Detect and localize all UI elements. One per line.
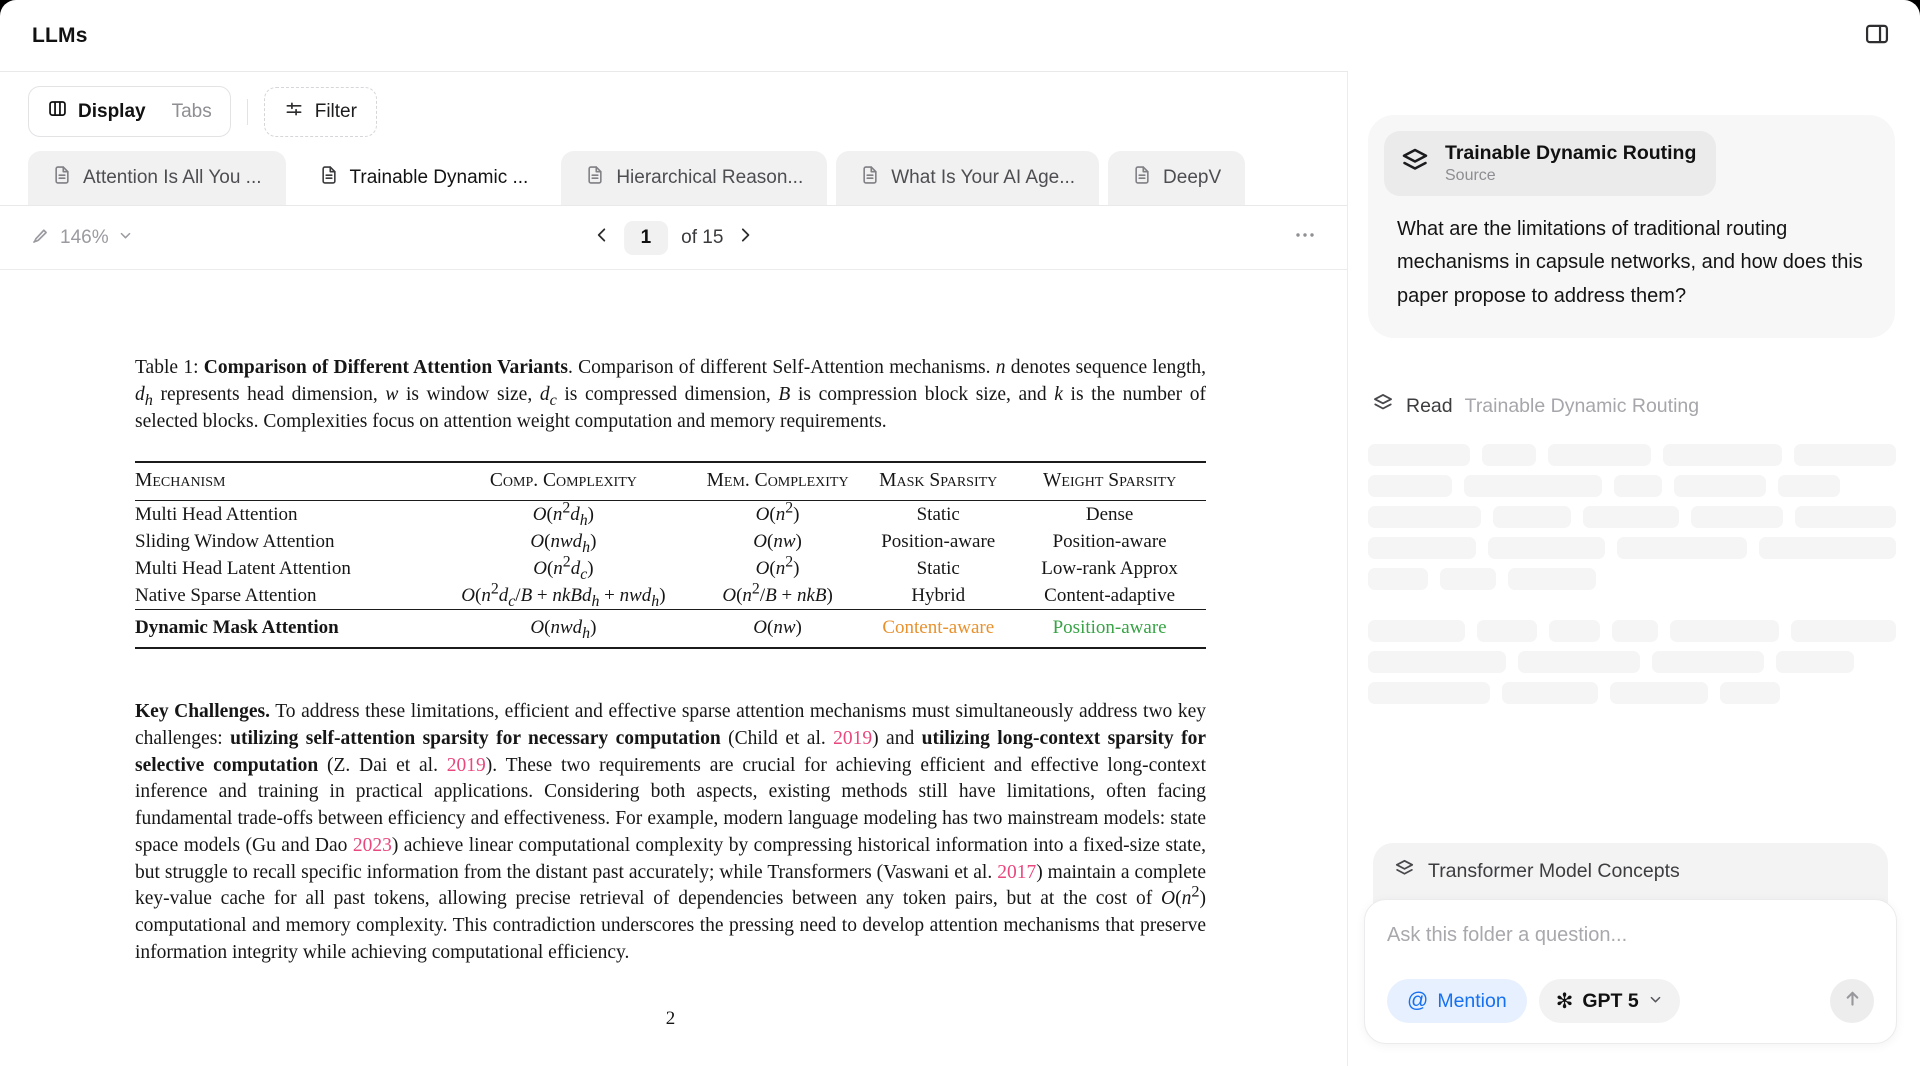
view-mode-display[interactable] xyxy=(35,96,158,127)
cell-comp: $O(n^2d_c/B$ + nkBd$_h$ + nwd$_h$) xyxy=(461,580,666,610)
view-mode-tabs[interactable] xyxy=(160,99,224,125)
skeleton-chip xyxy=(1440,568,1496,590)
cell-comp: $O(n^2d_c)$ xyxy=(533,553,594,583)
page-number: 2 xyxy=(665,1008,676,1030)
send-button[interactable] xyxy=(1830,979,1874,1023)
table-row xyxy=(135,555,1206,582)
page-navigation xyxy=(593,221,755,255)
tab-label: DeepV xyxy=(1163,167,1222,188)
cell-weight: Low-rank Approx xyxy=(1041,557,1178,579)
skeleton-row xyxy=(1368,651,1896,673)
skeleton-chip xyxy=(1368,651,1506,673)
cell-weight: Content-adaptive xyxy=(1044,584,1176,606)
cell-mask: Static xyxy=(916,557,960,579)
col-mem-complexity: Mem. Complexity xyxy=(692,462,863,501)
skeleton-row xyxy=(1368,620,1896,642)
layers-icon xyxy=(1394,858,1415,885)
skeleton-chip xyxy=(1670,620,1779,642)
read-action-label: Read xyxy=(1406,394,1453,417)
skeleton-chip xyxy=(1652,651,1764,673)
composer xyxy=(1364,843,1897,1044)
source-title: Trainable Dynamic Routing xyxy=(1445,142,1697,164)
skeleton-chip xyxy=(1663,444,1782,466)
user-question-text: What are the limitations of traditional routing mechanisms in capsule networks, and how does this paper propose to address them? xyxy=(1397,218,1863,307)
skeleton-chip xyxy=(1610,682,1708,704)
skeleton-chip xyxy=(1488,537,1606,559)
page-total-label: of 15 xyxy=(681,226,724,248)
document-icon xyxy=(1132,165,1152,191)
table-row xyxy=(135,582,1206,610)
skeleton-chip xyxy=(1583,506,1679,528)
cell-weight: Dense xyxy=(1085,503,1134,525)
table-row xyxy=(135,501,1206,529)
skeleton-chip xyxy=(1674,475,1766,497)
current-page-input[interactable]: 1 xyxy=(624,221,669,255)
skeleton-chip xyxy=(1794,444,1896,466)
question-input[interactable]: Ask this folder a question... xyxy=(1387,924,1628,946)
skeleton-chip xyxy=(1368,620,1465,642)
document-icon xyxy=(52,165,72,191)
cell-mechanism: Multi Head Latent Attention xyxy=(135,557,351,579)
loading-skeleton-group xyxy=(1368,620,1896,704)
folder-title: LLMs xyxy=(32,24,88,47)
cell-mechanism: Dynamic Mask Attention xyxy=(135,610,435,649)
viewer-controls xyxy=(0,206,1347,270)
skeleton-chip xyxy=(1368,475,1452,497)
tabs-label: Tabs xyxy=(171,100,212,122)
filter-label: Filter xyxy=(314,100,357,122)
key-challenges-paragraph: Key Challenges. To address these limitations, efficient and effective sparse attention mechanisms must simultaneously address two key challenges: utilizing self-attention sparsity for necessary computation (Child et al. 2019) and utilizing long-context sparsity for selective computation (Z. Dai et al. 2019). These two requirements are crucial for achieving efficient and effective long-context inference and training in practical applications. Considering both aspects, existing methods still have limitations, often facing fundamental trade-offs between efficiency and effectiveness. For example, modern language modeling has two mainstream models: state space models (Gu and Dao 2023) achieve linear computational complexity by compressing historical information into a fixed-size state, but struggle to recall specific information from the distant past accurately; while Transformers (Vaswani et al. 2017) maintain a complete key-value cache for all past tokens, allowing precise retrieval of dependencies between any token pairs, but at the cost of $O(n^2)$ computational and memory complexity. This contradiction underscores the pressing need to develop attention mechanisms that preserve information integrity while achieving computational efficiency. xyxy=(135,701,1206,963)
tab-trainable-dynamic-routing[interactable] xyxy=(295,151,553,205)
cell-mask: Static xyxy=(916,503,960,525)
next-page-button[interactable] xyxy=(736,226,754,249)
skeleton-row xyxy=(1368,444,1896,466)
cell-mechanism: Multi Head Attention xyxy=(135,503,298,525)
mention-label: Mention xyxy=(1437,989,1507,1012)
skeleton-chip xyxy=(1795,506,1896,528)
skeleton-chip xyxy=(1778,475,1840,497)
zoom-level: 146% xyxy=(60,226,109,248)
tab-label: What Is Your AI Age... xyxy=(891,167,1076,188)
ellipsis-icon xyxy=(1293,234,1317,251)
cell-comp: $O(n^2d_h)$ xyxy=(532,499,594,529)
table-row-highlighted xyxy=(135,610,1206,649)
folder-context-label: Transformer Model Concepts xyxy=(1428,860,1680,882)
cell-mem: O(nw) xyxy=(753,530,802,552)
skeleton-chip xyxy=(1720,682,1780,704)
col-mechanism: Mechanism xyxy=(135,462,435,501)
skeleton-chip xyxy=(1508,568,1596,590)
cell-weight: Position-aware xyxy=(1013,610,1206,649)
skeleton-row xyxy=(1368,537,1896,559)
zoom-control[interactable] xyxy=(30,225,133,251)
display-label: Display xyxy=(78,100,146,122)
skeleton-chip xyxy=(1548,444,1652,466)
main-column xyxy=(0,72,1348,1066)
question-input-card xyxy=(1364,899,1897,1044)
document-icon xyxy=(860,165,880,191)
model-selector[interactable] xyxy=(1539,979,1680,1023)
skeleton-row xyxy=(1368,682,1896,704)
columns-icon xyxy=(47,98,68,125)
toolbar xyxy=(0,72,1347,151)
cell-mem: $O(n^2/B + nkB)$ xyxy=(722,580,833,606)
skeleton-row xyxy=(1368,506,1896,528)
read-target-label: Trainable Dynamic Routing xyxy=(1464,394,1700,417)
skeleton-chip xyxy=(1776,651,1854,673)
skeleton-chip xyxy=(1791,620,1896,642)
pen-icon xyxy=(30,225,51,251)
cell-comp: O(nwd$_h$) xyxy=(530,530,597,556)
toolbar-divider xyxy=(247,99,248,125)
cell-comp: O(nwd$_h$) xyxy=(435,610,692,649)
skeleton-chip xyxy=(1482,444,1536,466)
skeleton-chip xyxy=(1549,620,1599,642)
skeleton-chip xyxy=(1368,537,1476,559)
table-row xyxy=(135,528,1206,555)
sidebar-toggle-icon xyxy=(1863,20,1891,53)
cell-weight: Position-aware xyxy=(1052,530,1167,552)
user-message-card xyxy=(1368,115,1895,338)
col-mask-sparsity: Mask Sparsity xyxy=(863,462,1013,501)
composer-actions xyxy=(1387,979,1874,1023)
tab-label: Attention Is All You ... xyxy=(83,167,262,188)
skeleton-chip xyxy=(1759,537,1896,559)
cell-mem: $O(n^2)$ xyxy=(755,499,800,525)
arrow-up-icon xyxy=(1842,988,1863,1014)
skeleton-row xyxy=(1368,475,1896,497)
view-mode-segmented-control xyxy=(28,86,231,137)
tab-what-is-your-ai-agent[interactable] xyxy=(836,151,1099,205)
cell-mask: Hybrid xyxy=(911,584,966,606)
attention-variants-table xyxy=(135,461,1206,649)
layers-icon xyxy=(1400,146,1430,181)
chevron-down-icon xyxy=(1648,990,1663,1013)
previous-page-button[interactable] xyxy=(593,226,611,249)
tab-hierarchical-reasoning[interactable] xyxy=(561,151,827,205)
sliders-icon xyxy=(284,99,304,125)
cell-mask: Position-aware xyxy=(881,530,996,552)
layers-icon xyxy=(1372,392,1394,420)
read-status-row xyxy=(1372,392,1896,420)
skeleton-chip xyxy=(1502,682,1598,704)
chevron-down-icon xyxy=(118,228,133,248)
skeleton-chip xyxy=(1493,506,1571,528)
source-subtitle: Source xyxy=(1445,167,1496,184)
title-bar xyxy=(0,0,1920,72)
tab-label: Hierarchical Reason... xyxy=(616,167,804,188)
document-tab-bar xyxy=(0,151,1347,206)
openai-logo-icon: ✻ xyxy=(1555,989,1574,1013)
skeleton-chip xyxy=(1612,620,1659,642)
tab-label: Trainable Dynamic ... xyxy=(349,167,529,188)
table-caption: Table 1: Comparison of Different Attention Variants. Comparison of different Self-Attention mechanisms. n denotes sequence length, $d_h$ represents head dimension, w is window size, $d_c$ is compressed dimension, B is compression block size, and k is the number of selected blocks. Complexities focus on attention weight computation and memory requirements. xyxy=(135,357,1207,433)
skeleton-row xyxy=(1368,568,1896,590)
skeleton-chip xyxy=(1464,475,1602,497)
at-icon: @ xyxy=(1407,989,1429,1012)
pdf-page xyxy=(0,270,1346,1030)
sidebar-toggle-button[interactable] xyxy=(1860,19,1894,53)
skeleton-chip xyxy=(1368,506,1481,528)
cell-mechanism: Native Sparse Attention xyxy=(135,584,317,606)
skeleton-chip xyxy=(1368,568,1428,590)
cell-mask: Content-aware xyxy=(863,610,1013,649)
col-weight-sparsity: Weight Sparsity xyxy=(1013,462,1206,501)
model-label: GPT 5 xyxy=(1582,989,1639,1012)
cell-mem: $O(n^2)$ xyxy=(755,553,800,579)
skeleton-chip xyxy=(1368,682,1490,704)
skeleton-chip xyxy=(1368,444,1470,466)
chat-sidebar xyxy=(1349,72,1920,1066)
table-header-row xyxy=(135,462,1206,501)
mention-button[interactable] xyxy=(1387,979,1527,1023)
col-comp-complexity: Comp. Complexity xyxy=(435,462,692,501)
document-icon xyxy=(585,165,605,191)
skeleton-chip xyxy=(1617,537,1746,559)
cell-mem: O(nw) xyxy=(692,610,863,649)
document-icon xyxy=(319,165,339,191)
source-chip[interactable] xyxy=(1384,131,1716,196)
cell-mechanism: Sliding Window Attention xyxy=(135,530,335,552)
skeleton-chip xyxy=(1477,620,1537,642)
skeleton-chip xyxy=(1691,506,1783,528)
filter-button[interactable] xyxy=(264,87,377,137)
tab-deepv[interactable] xyxy=(1108,151,1245,205)
skeleton-chip xyxy=(1614,475,1662,497)
skeleton-chip xyxy=(1518,651,1640,673)
tab-attention-is-all-you-need[interactable] xyxy=(28,151,286,205)
more-options-button[interactable] xyxy=(1293,223,1317,252)
loading-skeleton-group xyxy=(1368,444,1896,590)
